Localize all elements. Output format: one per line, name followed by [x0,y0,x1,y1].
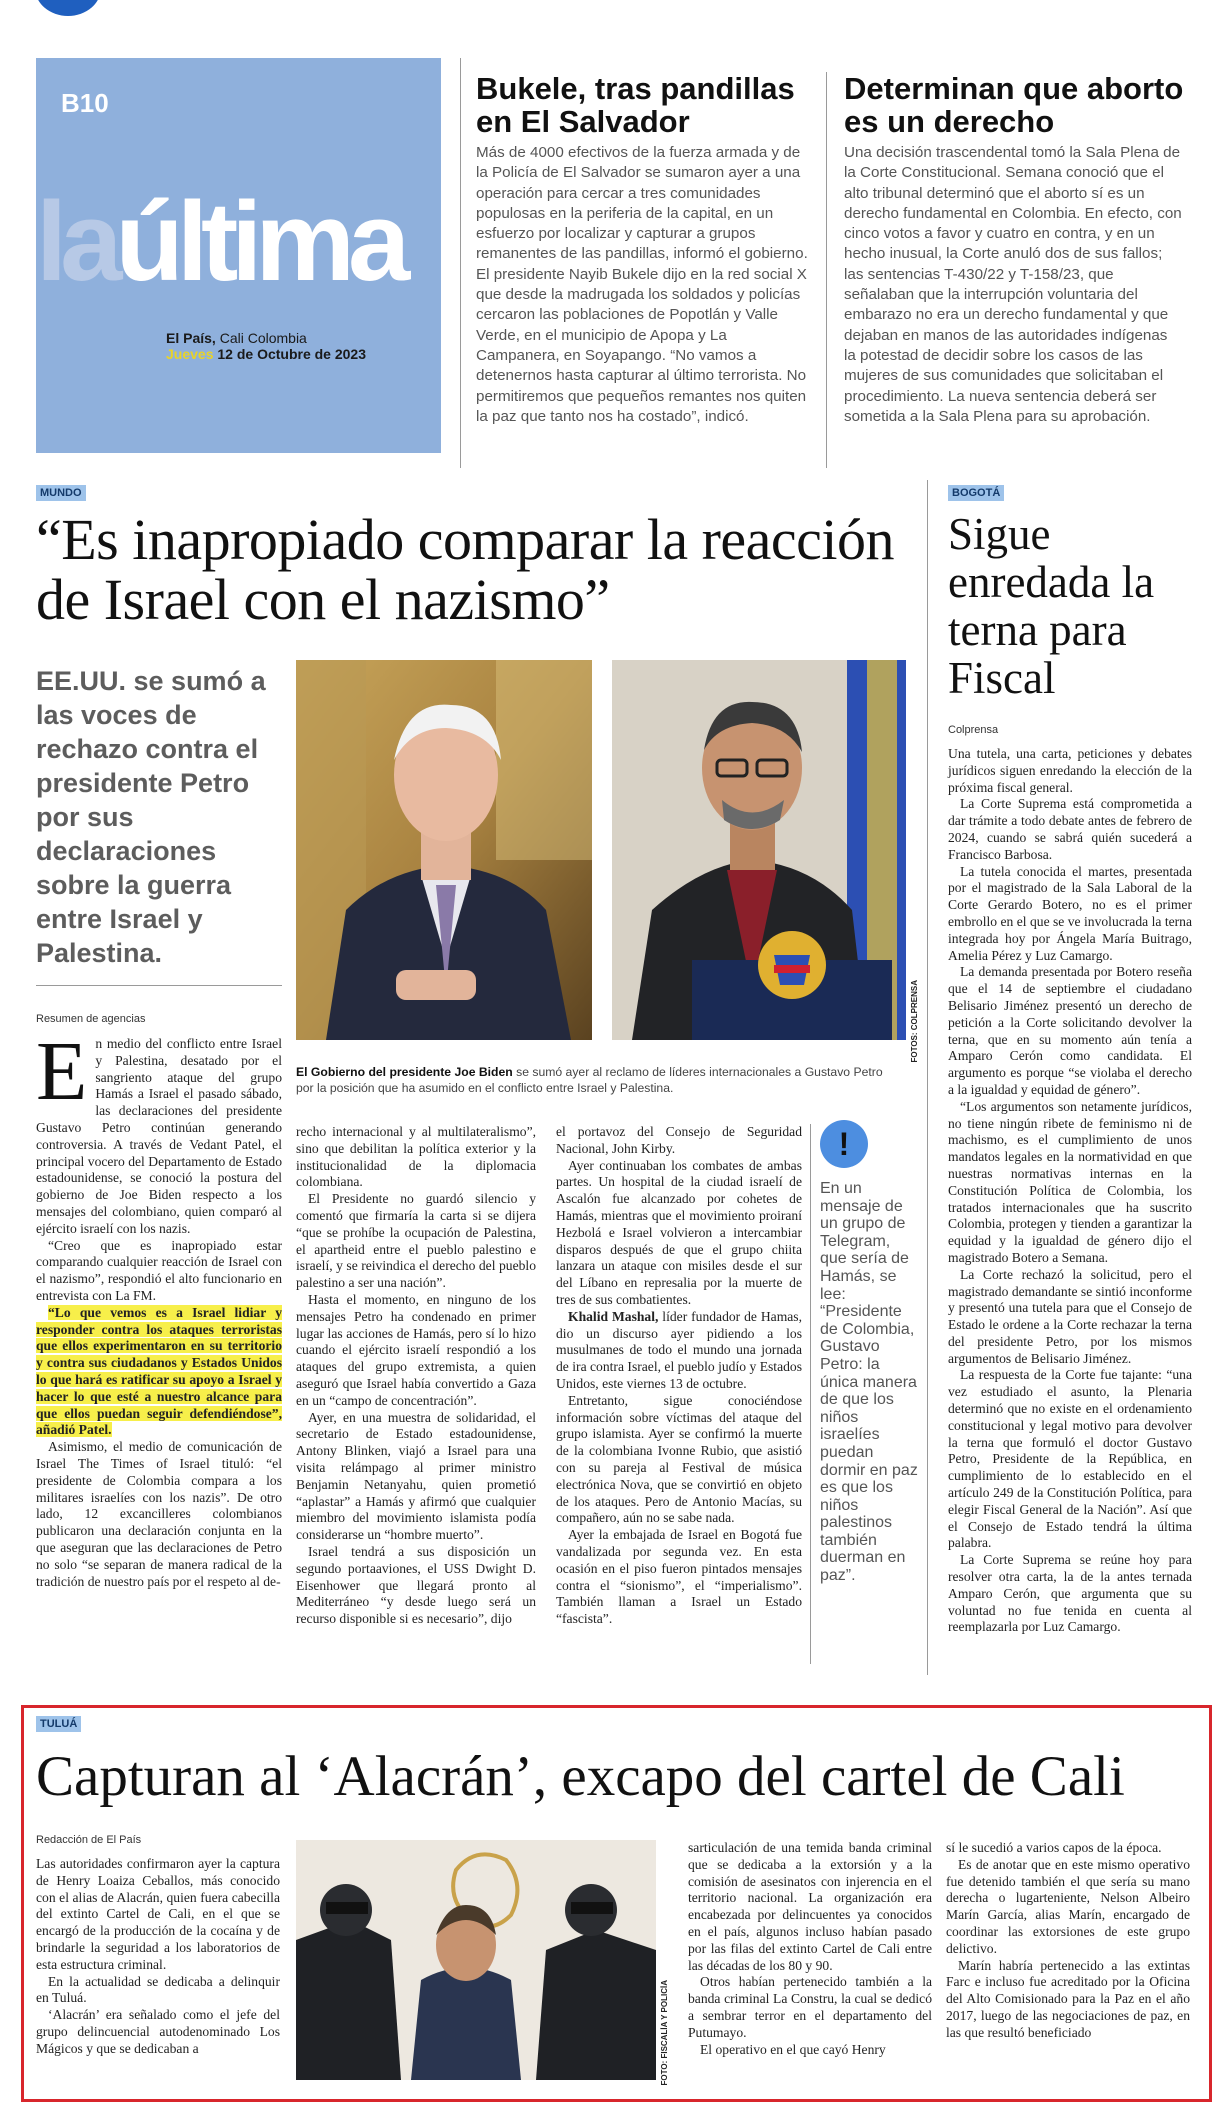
bottom-column-1 [36,1856,280,2058]
side-p4: La demanda presentada por Botero reseña que el 14 de septiembre el ciudadano Belisario Jiménez presentó un derecho de petición a la Corte solicitando devolver la terna, que en su momento aún tenía a Amparo Cerón como candidata. El argumento es porque “se violaba el derecho a la igualdad y equidad de género”. [948,964,1192,1097]
section-kicker-tulua: TULUÁ [36,1716,81,1732]
main-col2-p1: recho internacional y al multilateralismo”, sino que debilitan la política exterior y la institucionalidad de la diplomacia colombiana. [296,1124,536,1190]
bottom-col3-p1: sí le sucedió a varios capos de la época. [946,1840,1162,1855]
bottom-col1-p1: Las autoridades confirmaron ayer la captura de Henry Loaiza Ceballos, más conocido con el alias de Alacrán, quien fuera cabecilla del extinto Cartel de Cali, en el que se encargó de la producción de la cocaína y de brindarle la seguridad a los laboratorios de esta estructura criminal. [36,1856,280,1972]
side-p1: Una tutela, una carta, peticiones y debates jurídicos siguen enredando la elección de la próxima fiscal general. [948,746,1192,795]
main-column-3 [556,1124,802,1628]
highlighted-quote: “Lo que vemos es a Israel lidiar y responder contra los ataques terroristas que ellos experimentaron en su territorio y contra sus ciudadanos y Estados Unidos lo que hará es ratificar su apoyo a Israel y hacer lo que esté a nuestro alcance para que ellos puedan seguir defendiéndose”, añadió Patel. [36,1304,282,1438]
page-number: B10 [61,88,109,118]
bottom-photo-credit: FOTO: FISCALÍA Y POLICÍA [660,1980,669,2086]
bottom-column-3 [946,1840,1190,2042]
main-byline: Resumen de agencias [36,1013,146,1025]
bottom-byline: Redacción de El País [36,1834,142,1846]
main-column-1 [36,1025,282,1590]
main-deck: EE.UU. se sumó a las voces de rechazo contra el presidente Petro por sus declaraciones sobre la guerra entre Israel y Palestina. [36,666,266,968]
side-column [948,746,1192,1636]
bottom-headline: Capturan al ‘Alacrán’, excapo del cartel de Cali [36,1745,1125,1808]
masthead-title-la: la [36,179,116,304]
divider [36,985,282,986]
bottom-column-2 [688,1840,932,2058]
exclamation-icon: ! [820,1120,868,1168]
main-column-2 [296,1124,536,1628]
main-col2-p4: Ayer, en una muestra de solidaridad, el secretario de Estado estadounidense, Antony Blinken, viajó a Israel para una visita relámpago al primer ministro Benjamin Netanyahu, quien prometió “aplastar” a Hamás y afirmó que cualquier miembro del movimiento islamista podía considerarse un “hombre muerto”. [296,1409,536,1543]
main-col3-p4: Entretanto, sigue conociéndose información sobre víctimas del ataque del grupo islamista. Ayer se confirmó la muerte de la colombiana Ivonne Rubio, que asistió con su pareja al Festival de música electrónica Nova, que se convirtió en objeto de los ataques. Pero de Antonio Macías, su compañero, aún no se sabe nada. [556,1392,802,1526]
aside-quote: En un mensaje de un grupo de Telegram, que sería de Hamás, se lee: “Presidente de Colombia, Gustavo Petro: la única manera de que los niños israelíes puedan dormir en paz es que los niños palestinos también duerman en paz”. [820,1180,918,1585]
main-col3-p1: el portavoz del Consejo de Seguridad Nacional, John Kirby. [556,1124,802,1156]
main-headline: “Es inapropiado comparar la reacción de Israel con el nazismo” [36,507,895,632]
masthead [36,58,441,453]
masthead-title [36,179,404,304]
main-col3-p5: Ayer la embajada de Israel en Bogotá fue vandalizada por segunda vez. En esta ocasión en el piso fueron pintados mensajes contra el “sionismo”, el “imperialismo”. También llaman a Israel un Estado “fascista”. [556,1527,802,1627]
paper-name: El País, [166,330,216,346]
side-byline: Colprensa [948,724,999,736]
side-p6: La Corte rechazó la solicitud, pero el magistrado demandante se sintió inconforme y presentó una tutela para que el Consejo de Estado le ordene a la Corte rechazar la terna del presidente Petro, por los mismos argumentos de Belisario Jiménez. [948,1266,1192,1366]
top-story-2-body: Una decisión trascendental tomó la Sala Plena de la Corte Constitucional. Semana conoció que el alto tribunal determinó que el aborto sí es un derecho fundamental en Colombia. En efecto, con cinco votos a favor y cuatro en contra, y en un hecho inusual, la Corte anuló dos de sus fallos; las sentencias T-430/22 y T-158/23, que señalaban que la interrupción voluntaria del embarazo no era un derecho fundamental y que dejaban en manos de las autoridades indígenas la potestad de decidir sobre los casos de las mujeres de sus comunidades que solicitaban el procedimiento. La nueva sentencia deberá ser sometida a la Sala Plena para su aprobación. [844,144,1182,425]
top-logo-circle [35,0,101,16]
photo-caption [296,1064,896,1096]
divider [826,72,827,468]
top-story-2-headline: Determinan que aborto es un derecho [844,71,1184,139]
date-weekday: Jueves [166,346,214,362]
main-col2-p5: Israel tendrá a sus disposición un segundo portaaviones, el USS Dwight D. Eisenhower que llegará pronto al Mediterráneo “y desde luego será un recurso disponible si es necesario”, dijo [296,1543,536,1627]
caption-text: se sumó ayer al reclamo de líderes internacionales a Gustavo Petro por la posición que ha asumido en el conflicto entre Israel y Palestina. [296,1065,883,1095]
masthead-title-ultima: última [115,179,404,304]
dropcap: E [36,1025,88,1118]
main-col1-p4: Asimismo, el medio de comunicación de Israel The Times of Israel tituló: “el presidente de Colombia compara a los militares israelíes con los nazis”. De otro lado, 12 excancilleres colombianos publicaron una declaración conjunta en la que aseguran que las declaraciones de Petro no solo “se separan de manera radical de la tradición de nuestro país por el respeto al de- [36,1439,282,1589]
main-col2-p3: Hasta el momento, en ninguno de los mensajes Petro ha condenado en primer lugar las acciones de Hamás, pero sí lo hizo cuando el ejército israelí respondió a los ataques del grupo extremista, a quien aseguró que Israel había convertido a Gaza en un “campo de concentración”. [296,1291,536,1408]
photo-credit: FOTOS: COLPRENSA [910,980,919,1063]
side-p3: La tutela conocida el martes, presentada por el magistrado de la Sala Laboral de la Corte Gerardo Botero, no es el primer embrollo en el que se ve involucrada la terna integrada hoy por Ángela María Buitrago, Amelia Pérez y Luz Camargo. [948,863,1192,963]
main-col3-p2: Ayer continuaban los combates de ambas partes. Un hospital de la ciudad israelí de Ascalón fue alcanzado por cohetes de Hamás, mientras que el movimiento proiraní Hezbolá e Israel volvieron a intercambiar disparos después de que el grupo chiita lanzara un ataque con misiles desde el sur del Líbano en represalia por la muerte de tres de sus combatientes. [556,1157,802,1307]
main-col1-p2: “Creo que es inapropiado estar comparando cualquier reacción de Israel con el nazismo”, respondió el alto funcionario en entrevista con La FM. [36,1237,282,1303]
divider [810,1124,811,1664]
section-kicker-mundo: MUNDO [36,485,86,501]
masthead-dateline [166,330,366,362]
photo-biden [296,660,592,1040]
main-col3-p3-lead: Khalid Mashal, [568,1308,659,1324]
bottom-col1-p3: ‘Alacrán’ era señalado como el jefe del grupo delincuencial autodenominado Los Mágicos y que se dedicaban a [36,2007,280,2056]
bottom-col2-p1: sarticulación de una temida banda criminal que se dedicaba a la extorsión y a la comisión de asesinatos con injerencia en el territorio nacional. La organización era encabezada por delincuentes ya conocidos en el país, algunos incluso habían pasado por las filas del extinto Cartel de Cali entre las décadas de los 80 y 90. [688,1840,932,1973]
date-text: 12 de Octubre de 2023 [213,346,367,362]
main-col3-p3: líder fundador de Hamas, dio un discurso ayer pidiendo a los musulmanes de todo el mundo una jornada de ira contra Israel, el pueblo judío y Estados Unidos, este viernes 13 de octubre. [556,1308,802,1391]
section-kicker-bogota: BOGOTÁ [948,485,1004,501]
bottom-col1-p2: En la actualidad se dedicaba a delinquir en Tuluá. [36,1973,280,2006]
side-p8: La Corte Suprema se reúne hoy para resolver otra carta, la de la antes ternada Amparo Cerón, que argumenta que su voluntad no fue tenida en cuenta al reemplazarla por Luz Camargo. [948,1552,1192,1635]
side-p7: La respuesta de la Corte fue tajante: “una vez estudiado el asunto, la Plenaria determinó que no existe en el ordenamiento constitucional y legal motivo para devolver la terna que formuló el doctor Gustavo Petro, Presidente de la República, en cumplimiento de lo establecido en el artículo 249 de la Constitución Política, para elegir Fiscal General de la Nación”. Así que el Consejo de Estado tendrá la última palabra. [948,1367,1192,1551]
bottom-col3-p2: Es de anotar que en este mismo operativo fue detenido también el que sería su mano derecha o lugarteniente, Nelson Albeiro Marín García, alias Marín, encargado de coordinar las extorsiones de este grupo delictivo. [946,1856,1190,1956]
photo-petro [612,660,906,1040]
caption-lead: El Gobierno del presidente Joe Biden [296,1065,513,1079]
photo-alacran-capture [296,1840,656,2080]
bottom-col3-p3: Marín habría pertenecido a las extintas Farc e incluso fue acreditado por la Oficina del Alto Comisionado para la Paz en el año 2017, luego de las negociaciones de paz, en las que resultó beneficiado [946,1957,1190,2040]
side-p2: La Corte Suprema está comprometida a dar trámite a todo debate antes de febrero de 2024, cuando se sabrá quién sucederá a Francisco Barbosa. [948,796,1192,862]
paper-city: Cali Colombia [215,330,307,346]
main-col1-p1: n medio del conflicto entre Israel y Palestina, desatado por el sangriento ataque del grupo Hamás a Israel el pasado sábado, las declaraciones del presidente Gustavo Petro continúan generando controversia. A través de Vedant Patel, el principal vocero del Departamento de Estado estadounidense, se conoció la postura del gobierno de Joe Biden respecto a los mensajes del colombiano, quien comparó al ejército israelí con los nazis. [36,1036,282,1236]
main-col2-p2: El Presidente no guardó silencio y comentó que firmaría la carta si se dijera “que se prohíbe la ocupación de Palestina, el apartheid entre el pueblo palestino e israelí, y se reivindica el derecho del pueblo palestino a ser una nación”. [296,1191,536,1291]
bottom-col2-p2: Otros habían pertenecido también a la banda criminal La Constru, la cual se dedicó a sembrar terror en el departamento del Putumayo. [688,1974,932,2040]
side-p5: “Los argumentos son netamente jurídicos, no tiene ningún ribete de feminismo ni de machismo, es el cumplimiento de unos mandatos legales en la normatividad en que nuestras normativas internas en la Constitución Política de Colombia, los tratados internacionales que ha suscrito Colombia, protegen y tienden a garantizar la equidad y la igualdad de género dijo el magistrado Botero a Semana. [948,1098,1192,1265]
top-story-1-body: Más de 4000 efectivos de la fuerza armada y de la Policía de El Salvador se sumaron ayer a una operación para cercar a tres comunidades populosas en la periferia de la capital, en un esfuerzo por localizar y capturar a grupos remanentes de las pandillas, informó el gobierno. El presidente Nayib Bukele dijo en la red social X que desde la madrugada los soldados y policías cercaron las poblaciones de Popotlán y Valle Verde, en el municipio de Apopa y La Campanera, en Soyapango. “No vamos a detenernos hasta capturar al último terrorista. No permitiremos que pequeños remantes nos quiten la paz que tanto nos ha costado”, indicó. [476,144,808,425]
divider [927,480,928,1675]
divider [460,58,461,468]
side-headline: Sigue enredada la terna para Fiscal [948,509,1155,703]
bottom-col2-p3: El operativo en el que cayó Henry [700,2041,886,2057]
top-story-1-headline: Bukele, tras pandillas en El Salvador [476,71,795,139]
